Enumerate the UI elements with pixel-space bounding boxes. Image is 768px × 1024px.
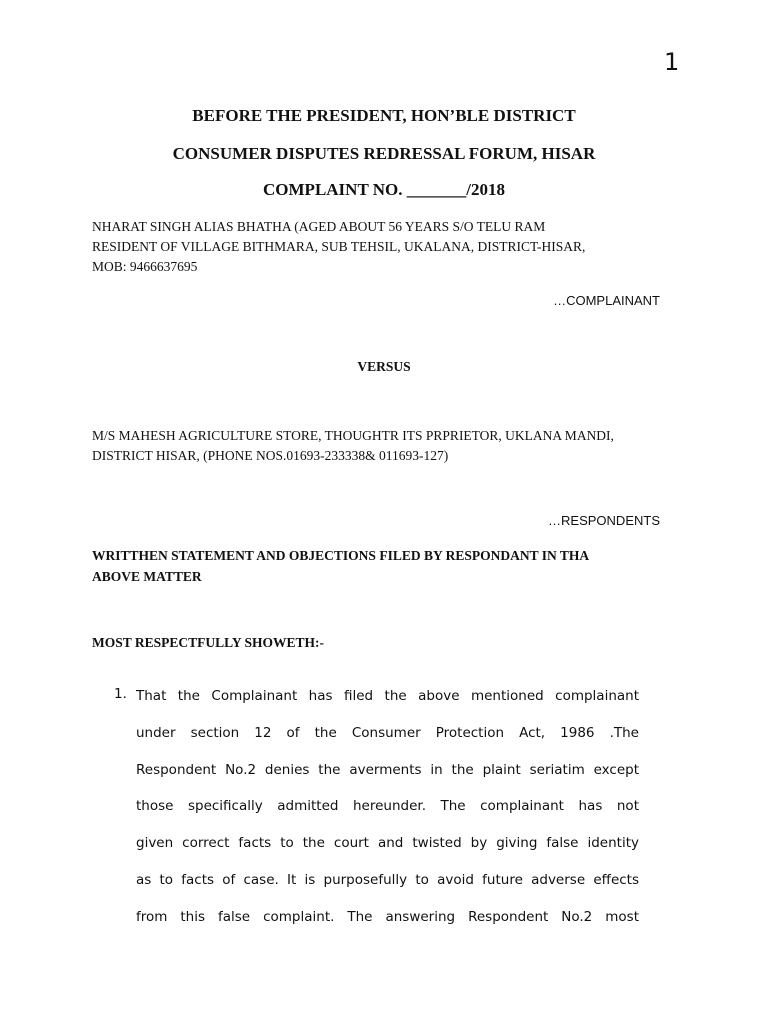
complainant-line: MOB: 9466637695 <box>92 259 198 274</box>
paragraph-line: those specifically admitted hereunder. The complainant has not <box>136 798 639 815</box>
complainant-details <box>92 217 672 277</box>
showeth-heading: MOST RESPECTFULLY SHOWETH:- <box>92 635 325 650</box>
paragraph-line: as to facts of case. It is purposefully to avoid future adverse effects <box>136 871 639 888</box>
paragraph-line: given correct facts to the court and twisted by giving false identity <box>136 835 639 852</box>
respondents-tag: …RESPONDENTS <box>548 513 660 528</box>
complainant-line: NHARAT SINGH ALIAS BHATHA (AGED ABOUT 56 YEARS S/O TELU RAM <box>92 219 546 234</box>
statement-title-line: ABOVE MATTER <box>92 569 202 584</box>
respondent-line: M/S MAHESH AGRICULTURE STORE, THOUGHTR ITS PRPRIETOR, UKLANA MANDI, <box>92 428 614 443</box>
complainant-line: RESIDENT OF VILLAGE BITHMARA, SUB TEHSIL, UKALANA, DISTRICT-HISAR, <box>92 239 586 254</box>
heading-forum-name: CONSUMER DISPUTES REDRESSAL FORUM, HISAR <box>172 144 596 163</box>
statement-title <box>92 545 672 587</box>
paragraph-line: under section 12 of the Consumer Protection Act, 1986 .The <box>136 724 639 741</box>
heading-complaint-number: COMPLAINT NO. _______/2018 <box>263 180 505 199</box>
page-number: 1 <box>664 48 680 76</box>
statement-title-line: WRITTHEN STATEMENT AND OBJECTIONS FILED BY RESPONDANT IN THA <box>92 548 590 563</box>
complainant-tag: …COMPLAINANT <box>553 293 660 308</box>
versus-label: VERSUS <box>357 359 411 374</box>
paragraph-line: from this false complaint. The answering Respondent No.2 most <box>136 908 639 925</box>
paragraph-line: Respondent No.2 denies the averments in the plaint seriatim except <box>136 761 639 778</box>
paragraph-number: 1. <box>114 686 127 702</box>
paragraph-line: That the Complainant has filed the above mentioned complainant <box>136 688 639 704</box>
respondent-details <box>92 426 672 466</box>
respondent-line: DISTRICT HISAR, (PHONE NOS.01693-233338& 011693-127) <box>92 448 449 463</box>
paragraph-body <box>136 686 639 944</box>
heading-forum-president: BEFORE THE PRESIDENT, HON’BLE DISTRICT <box>192 106 576 125</box>
